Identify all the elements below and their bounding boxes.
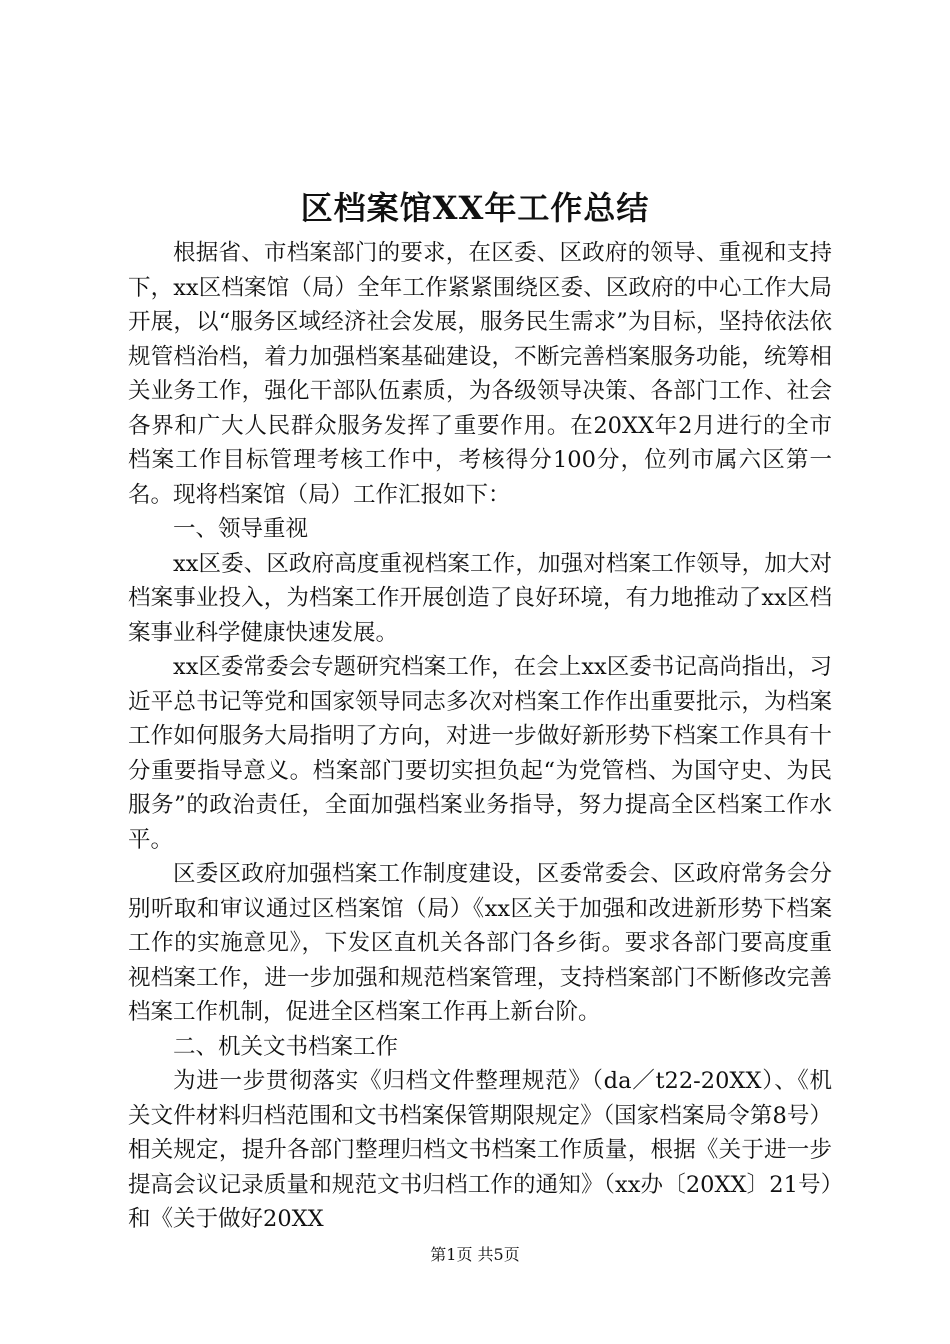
paragraph-leadership-2: xx区委常委会专题研究档案工作，在会上xx区委书记高尚指出，习近平总书记等党和国家领导同志多次对档案工作作出重要批示，为档案工作如何服务大局指明了方向，对进一步做好新形势下档案工作具有十分重要指导意义。档案部门要切实担负起“为党管档、为国守史、为民服务”的政治责任，全面加强档案业务指导，努力提高全区档案工作水平。 [128,654,832,853]
paragraph-leadership-3: 区委区政府加强档案工作制度建设，区委常委会、区政府常务会分别听取和审议通过区档案馆（局）《xx区关于加强和改进新形势下档案工作的实施意见》，下发区直机关各部门各乡街。要求各部门要高度重视档案工作，进一步加强和规范档案管理，支持档案部门不断修改完善档案工作机制，促进全区档案工作再上新台阶。 [128,861,832,1025]
paragraph-leadership-1: xx区委、区政府高度重视档案工作，加强对档案工作领导，加大对档案事业投入，为档案工作开展创造了良好环境，有力地推动了xx区档案事业科学健康快速发展。 [128,550,832,646]
document-body [128,236,832,1237]
paragraph-archives-1: 为进一步贯彻落实《归档文件整理规范》（da／t22-20XX）、《机关文件材料归档范围和文书档案保管期限规定》（国家档案局令第8号）相关规定，提升各部门整理归档文书档案工作质量，根据《关于进一步提高会议记录质量和规范文书归档工作的通知》（xx办〔20XX〕21号）和《关于做好20XX [128,1068,832,1232]
document-title: 区档案馆XX年工作总结 [300,189,650,227]
paragraph-intro: 根据省、市档案部门的要求，在区委、区政府的领导、重视和支持下，xx区档案馆（局）全年工作紧紧围绕区委、区政府的中心工作大局开展，以“服务区域经济社会发展，服务民生需求”为目标，坚持依法依规管档治档，着力加强档案基础建设，不断完善档案服务功能，统筹相关业务工作，强化干部队伍素质，为各级领导决策、各部门工作、社会各界和广大人民群众服务发挥了重要作用。在20XX年2月进行的全市档案工作目标管理考核工作中，考核得分100分，位列市属六区第一名。现将档案馆（局）工作汇报如下： [128,240,832,508]
section-heading-leadership: 一、领导重视 [173,516,309,542]
page-number-footer: 第1页 共5页 [430,1245,520,1264]
section-heading-archives: 二、机关文书档案工作 [173,1033,399,1060]
